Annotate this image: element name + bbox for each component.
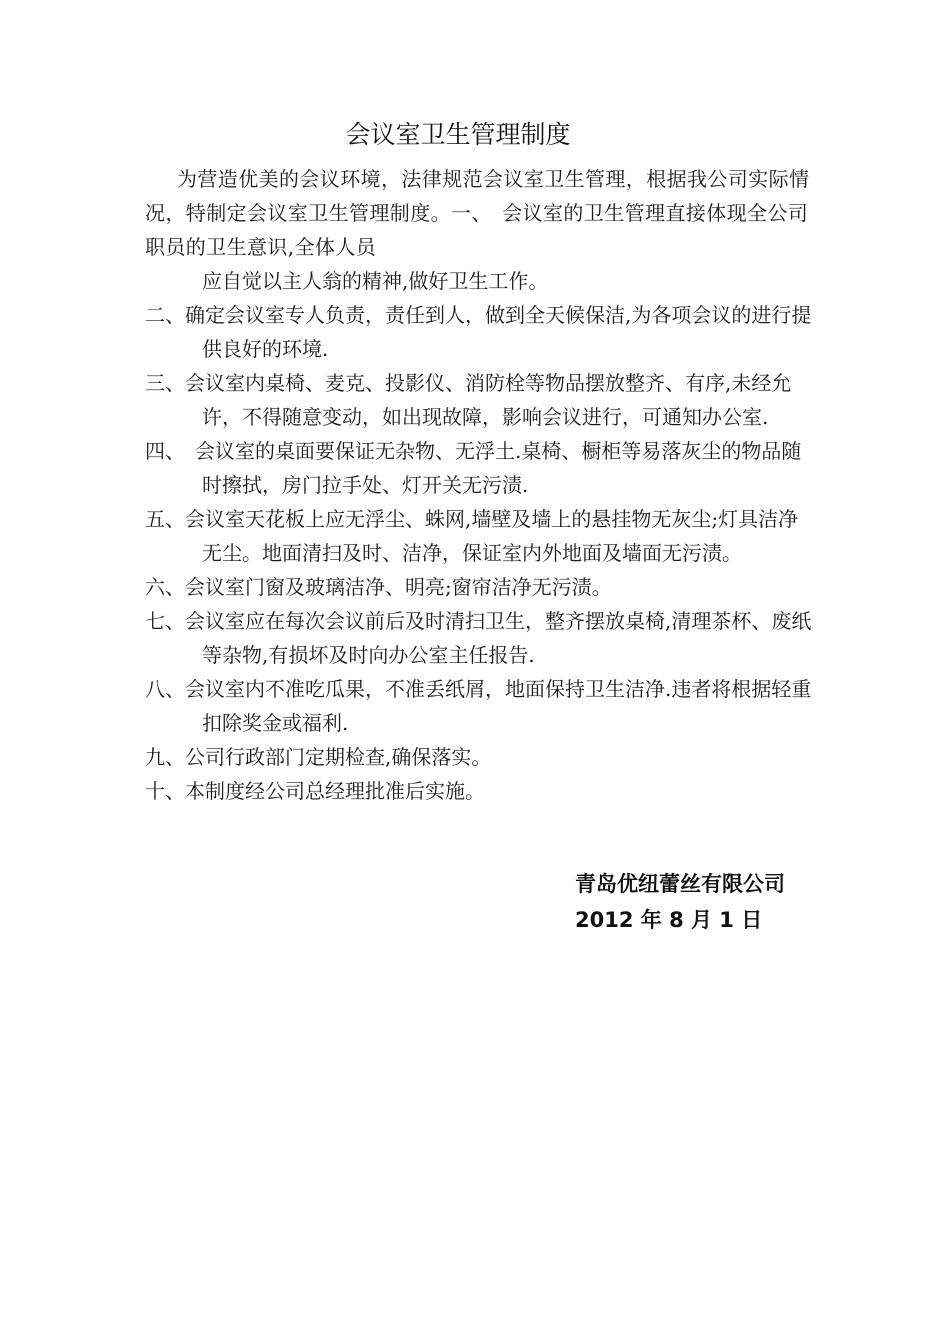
intro-paragraph: 为营造优美的会议环境，法律规范会议室卫生管理，根据我公司实际情况，特制定会议室卫生管理制度。一、 会议室的卫生管理直接体现全公司职员的卫生意识,全体人员	[145, 167, 810, 259]
document-title: 会议室卫生管理制度	[345, 120, 571, 149]
rule-item-8: 八、会议室内不准吃瓜果，不准丢纸屑，地面保持卫生洁净.违者将根据轻重扣除奖金或福利.	[145, 677, 812, 735]
document-body	[145, 162, 815, 808]
intro-continuation: 应自觉以主人翁的精神,做好卫生工作。	[202, 269, 549, 293]
rule-item-3: 三、会议室内桌椅、麦克、投影仪、消防栓等物品摆放整齐、有序,未经允许，不得随意变动，如出现故障，影响会议进行，可通知办公室.	[145, 371, 792, 429]
rule-item-7: 七、会议室应在每次会议前后及时清扫卫生，整齐摆放桌椅,清理茶杯、废纸等杂物,有损坏及时向办公室主任报告.	[145, 609, 812, 667]
company-name: 青岛优纽蕾丝有限公司	[575, 872, 785, 896]
rule-item-6: 六、会议室门窗及玻璃洁净、明亮;窗帘洁净无污渍。	[145, 575, 612, 599]
rule-item-2: 二、确定会议室专人负责，责任到人，做到全天候保洁,为各项会议的进行提供良好的环境.	[145, 303, 812, 361]
rule-item-9: 九、公司行政部门定期检查,确保落实。	[145, 745, 492, 769]
rule-item-5: 五、会议室天花板上应无浮尘、蛛网,墙壁及墙上的悬挂物无灰尘;灯具洁净无尘。地面清扫及时、洁净，保证室内外地面及墙面无污渍。	[145, 507, 799, 565]
rule-item-4: 四、 会议室的桌面要保证无杂物、无浮土.桌椅、橱柜等易落灰尘的物品随时擦拭，房门拉手处、灯开关无污渍.	[145, 439, 802, 497]
signature-block	[575, 866, 835, 938]
rule-item-10: 十、本制度经公司总经理批准后实施。	[145, 779, 485, 803]
signature-date: 2012 年 8 月 1 日	[575, 908, 763, 932]
